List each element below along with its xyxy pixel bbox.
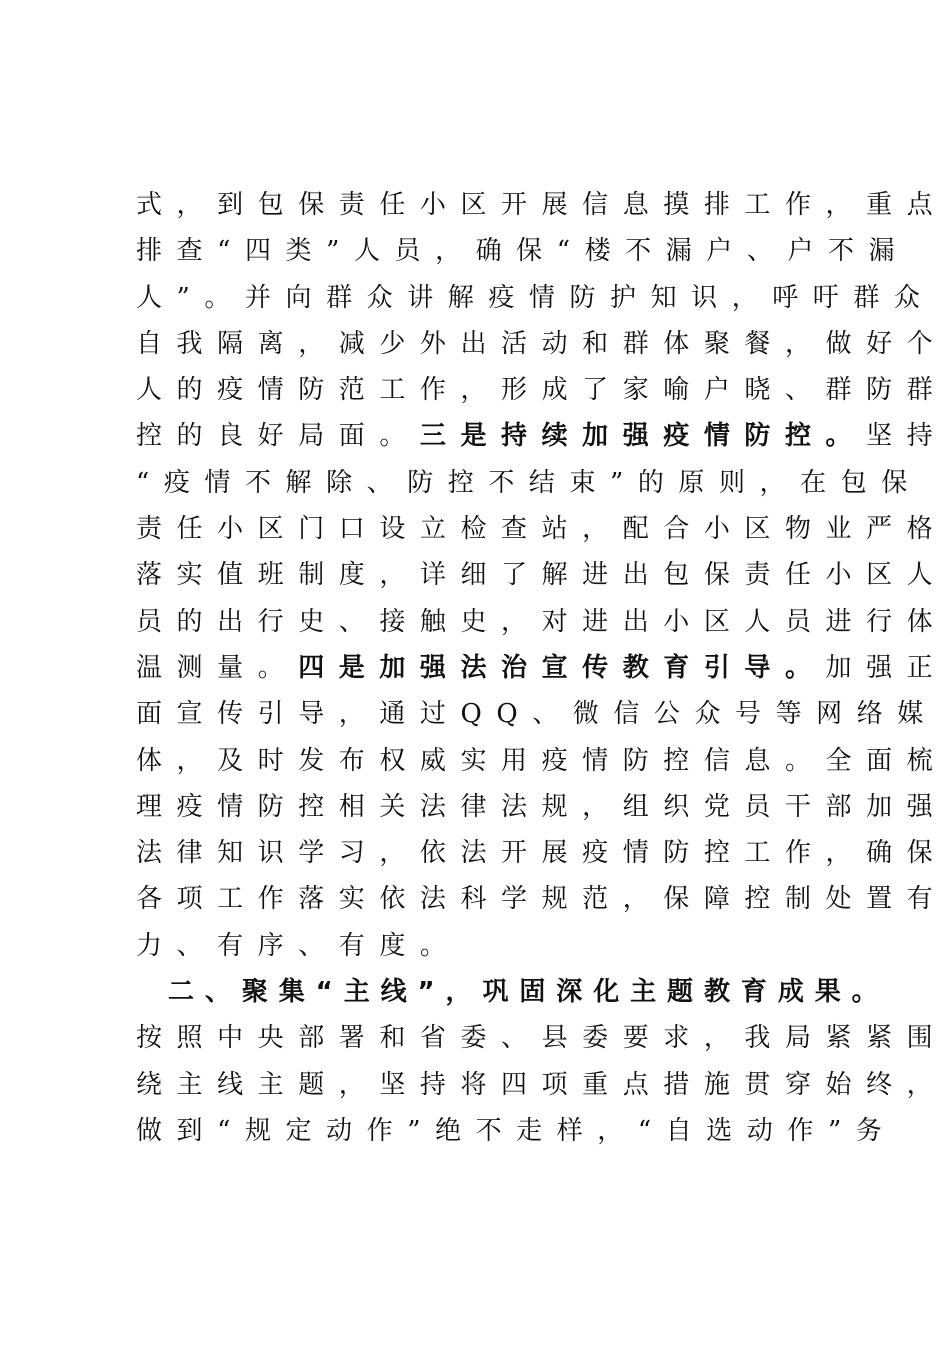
body-text bbox=[136, 182, 948, 1154]
text-line: 体，及时发布权威实用疫情防控信息。全面梳 bbox=[136, 745, 948, 776]
text-segment: 坚持 bbox=[866, 421, 948, 452]
text-line: 各项工作落实依法科学规范，保障控制处置有 bbox=[136, 884, 948, 915]
text-line: 责任小区门口设立检查站，配合小区物业严格 bbox=[136, 514, 948, 545]
text-line: 做到“规定动作”绝不走样，“自选动作”务 bbox=[136, 1115, 897, 1146]
text-line: 人的疫情防范工作，形成了家喻户晓、群防群 bbox=[136, 375, 948, 406]
bold-subheading: 三是持续加强疫情防控。 bbox=[419, 421, 867, 452]
text-segment: 温测量。 bbox=[136, 652, 299, 683]
text-line: 落实值班制度，详细了解进出包保责任小区人 bbox=[136, 560, 948, 591]
text-segment: 加强正 bbox=[825, 652, 948, 683]
text-line: “疫情不解除、防控不结束”的原则，在包保 bbox=[136, 467, 922, 498]
bold-subheading: 四是加强法治宣传教育引导。 bbox=[298, 652, 826, 683]
text-segment: 控的良好局面。 bbox=[136, 421, 420, 452]
text-line: 法律知识学习，依法开展疫情防控工作，确保 bbox=[136, 838, 948, 869]
section-heading: 二、聚集“主线”，巩固深化主题教育成果。 bbox=[168, 977, 889, 1008]
text-line: 式，到包保责任小区开展信息摸排工作，重点 bbox=[136, 190, 948, 220]
text-line: 排查“四类”人员，确保“楼不漏户、户不漏 bbox=[136, 236, 910, 267]
text-line: 理疫情防控相关法律法规，组织党员干部加强 bbox=[136, 791, 948, 822]
text-line: 力、有序、有度。 bbox=[136, 930, 461, 961]
text-line: 绕主线主题，坚持将四项重点措施贯穿始终， bbox=[136, 1069, 948, 1100]
text-line bbox=[136, 413, 948, 459]
text-line: 自我隔离，减少外出活动和群体聚餐，做好个 bbox=[136, 328, 948, 359]
text-line: 按照中央部署和省委、县委要求，我局紧紧围 bbox=[136, 1023, 948, 1054]
text-line: 人”。并向群众讲解疫情防护知识，呼吁群众 bbox=[136, 282, 935, 313]
text-line: 员的出行史、接触史，对进出小区人员进行体 bbox=[136, 606, 948, 637]
text-line bbox=[136, 645, 948, 691]
text-line: 面宣传引导，通过QQ、微信公众号等网络媒 bbox=[136, 699, 938, 730]
